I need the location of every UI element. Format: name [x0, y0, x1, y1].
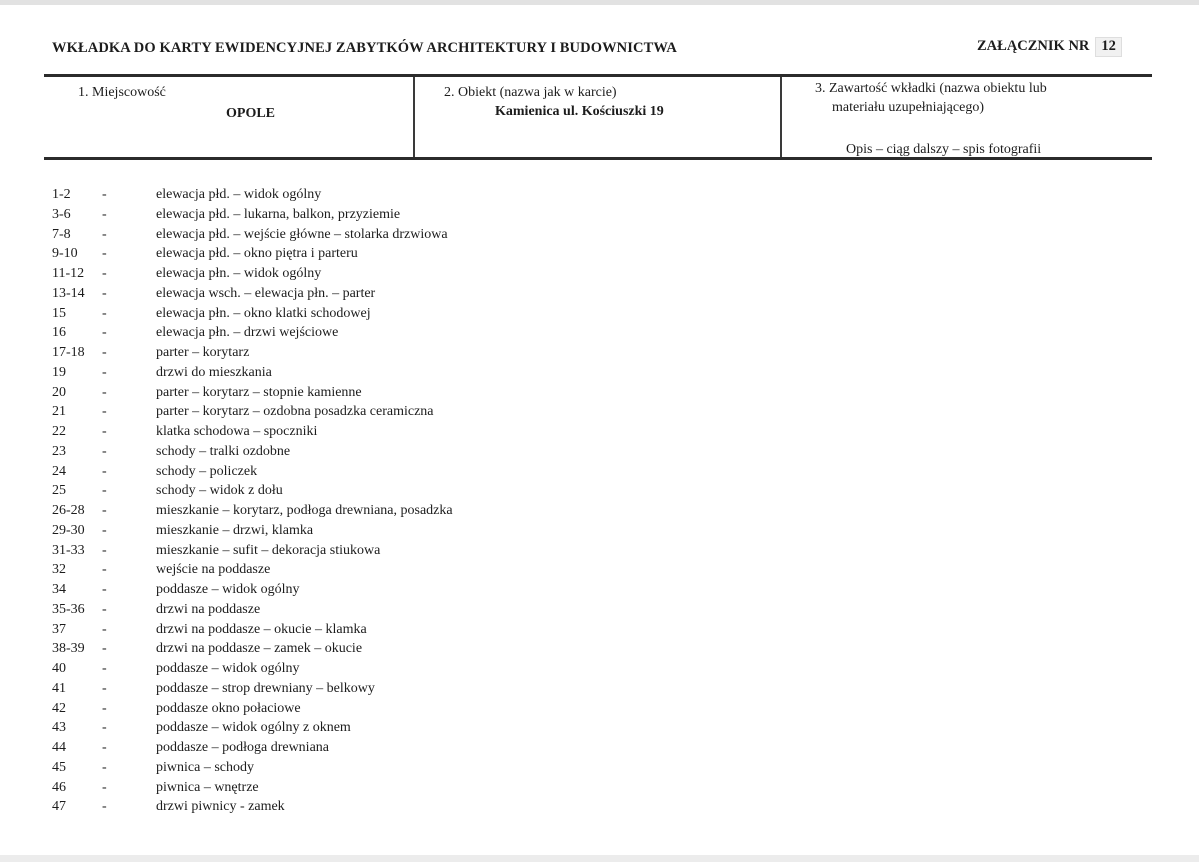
photo-description: drzwi na poddasze: [156, 601, 261, 617]
list-item: [52, 639, 453, 659]
separator-dash: -: [102, 443, 107, 459]
photo-description: mieszkanie – korytarz, podłoga drewniana, posadzka: [156, 503, 453, 518]
content-label-line2: materiału uzupełniającego): [832, 100, 984, 115]
photo-description: drzwi piwnicy - zamek: [156, 799, 285, 815]
separator-dash: -: [102, 503, 107, 518]
object-label: 2. Obiekt (nazwa jak w karcie): [444, 85, 617, 100]
list-item: [52, 738, 453, 758]
photo-range: 41: [52, 680, 66, 696]
photo-range: 20: [52, 384, 66, 400]
photo-range: 46: [52, 779, 66, 795]
separator-dash: -: [102, 542, 107, 558]
photo-description: piwnica – schody: [156, 759, 254, 775]
photo-description: schody – tralki ozdobne: [156, 443, 291, 459]
photo-description: elewacja płd. – okno piętra i parteru: [156, 246, 358, 262]
photo-range: 37: [52, 621, 66, 637]
photo-description: poddasze – strop drewniany – belkowy: [156, 680, 375, 696]
scan-edge-top: [0, 0, 1199, 5]
photo-range: 19: [52, 364, 66, 380]
list-item: [52, 600, 453, 620]
list-item: [52, 225, 453, 245]
list-item: [52, 778, 453, 798]
photo-description: schody – widok z dołu: [156, 483, 283, 499]
list-item: [52, 797, 453, 817]
separator-dash: -: [102, 799, 107, 815]
photo-description: piwnica – wnętrze: [156, 779, 259, 795]
separator-dash: -: [102, 661, 107, 676]
list-item: [52, 699, 453, 719]
content-value: Opis – ciąg dalszy – spis fotografii: [846, 142, 1042, 157]
photo-range: 38-39: [52, 641, 85, 657]
list-item: [52, 541, 453, 561]
separator-dash: -: [102, 621, 107, 637]
list-item: [52, 521, 453, 541]
photo-range: 11-12: [52, 266, 85, 281]
photo-description: mieszkanie – drzwi, klamka: [156, 522, 314, 538]
list-item: [52, 758, 453, 778]
photo-range: 26-28: [52, 503, 85, 518]
separator-dash: -: [102, 601, 107, 617]
info-table: [44, 74, 1152, 160]
separator-dash: -: [102, 404, 107, 420]
list-item: [52, 422, 453, 442]
photo-description: parter – korytarz: [156, 345, 250, 360]
list-item: [52, 679, 453, 699]
separator-dash: -: [102, 384, 107, 400]
photo-description: parter – korytarz – stopnie kamienne: [156, 384, 362, 400]
scan-edge-bottom: [0, 855, 1199, 862]
separator-dash: -: [102, 226, 107, 242]
separator-dash: -: [102, 562, 107, 578]
separator-dash: -: [102, 779, 107, 795]
list-item: [52, 442, 453, 462]
list-item: [52, 363, 453, 383]
list-item: [52, 620, 453, 640]
photo-description: drzwi na poddasze – okucie – klamka: [156, 621, 367, 637]
list-item: [52, 343, 453, 363]
photo-description: klatka schodowa – spoczniki: [156, 424, 318, 439]
content-label-line1: 3. Zawartość wkładki (nazwa obiektu lub: [815, 81, 1047, 96]
separator-dash: -: [102, 680, 107, 696]
photo-range: 1-2: [52, 187, 71, 202]
list-item: [52, 402, 453, 422]
list-item: [52, 481, 453, 501]
photo-description: poddasze – widok ogólny z oknem: [156, 720, 351, 736]
photo-description: poddasze – widok ogólny: [156, 582, 300, 597]
photo-description: poddasze okno połaciowe: [156, 700, 301, 716]
list-item: [52, 284, 453, 304]
list-item: [52, 304, 453, 324]
list-item: [52, 323, 453, 343]
separator-dash: -: [102, 364, 107, 380]
list-item: [52, 205, 453, 225]
photo-range: 22: [52, 424, 66, 439]
separator-dash: -: [102, 305, 107, 321]
photo-range: 45: [52, 759, 66, 775]
photo-description: poddasze – podłoga drewniana: [156, 740, 329, 755]
photo-range: 32: [52, 562, 66, 578]
photo-range: 21: [52, 404, 66, 420]
list-item: [52, 718, 453, 738]
separator-dash: -: [102, 206, 107, 222]
separator-dash: -: [102, 266, 107, 281]
list-item: [52, 264, 453, 284]
photo-range: 47: [52, 799, 66, 815]
photo-range: 24: [52, 463, 66, 479]
photo-range: 9-10: [52, 246, 78, 262]
column-divider: [413, 77, 415, 157]
photo-description: schody – policzek: [156, 463, 258, 479]
photo-description: parter – korytarz – ozdobna posadzka ceramiczna: [156, 404, 434, 420]
photo-description: elewacja płd. – wejście główne – stolarka drzwiowa: [156, 226, 448, 242]
separator-dash: -: [102, 463, 107, 479]
photo-range: 17-18: [52, 345, 85, 360]
photo-range: 3-6: [52, 206, 71, 222]
list-item: [52, 560, 453, 580]
separator-dash: -: [102, 759, 107, 775]
separator-dash: -: [102, 740, 107, 755]
separator-dash: -: [102, 246, 107, 262]
separator-dash: -: [102, 187, 107, 202]
separator-dash: -: [102, 700, 107, 716]
photo-range: 34: [52, 582, 66, 597]
photo-range: 25: [52, 483, 66, 499]
separator-dash: -: [102, 720, 107, 736]
photo-range: 35-36: [52, 601, 85, 617]
separator-dash: -: [102, 345, 107, 360]
document-title: WKŁADKA DO KARTY EWIDENCYJNEJ ZABYTKÓW ARCHITEKTURY I BUDOWNICTWA: [52, 40, 677, 56]
photo-range: 29-30: [52, 522, 85, 538]
separator-dash: -: [102, 582, 107, 597]
separator-dash: -: [102, 424, 107, 439]
photo-description: elewacja płn. – drzwi wejściowe: [156, 325, 339, 341]
photo-description: poddasze – widok ogólny: [156, 661, 300, 676]
list-item: [52, 244, 453, 264]
list-item: [52, 501, 453, 521]
list-item: [52, 185, 453, 205]
photo-range: 16: [52, 325, 66, 341]
photo-description: elewacja wsch. – elewacja płn. – parter: [156, 285, 376, 301]
photo-description: drzwi do mieszkania: [156, 364, 272, 380]
separator-dash: -: [102, 641, 107, 657]
list-item: [52, 580, 453, 600]
column-divider: [780, 77, 782, 157]
separator-dash: -: [102, 285, 107, 301]
photo-range: 40: [52, 661, 66, 676]
photo-range: 23: [52, 443, 66, 459]
photo-description: elewacja płn. – widok ogólny: [156, 266, 322, 281]
photo-range: 42: [52, 700, 66, 716]
separator-dash: -: [102, 325, 107, 341]
photo-description: mieszkanie – sufit – dekoracja stiukowa: [156, 542, 381, 558]
locality-label: 1. Miejscowość: [78, 85, 166, 100]
annex-label: ZAŁĄCZNIK NR: [977, 38, 1090, 54]
photo-description: wejście na poddasze: [156, 562, 271, 578]
list-item: [52, 383, 453, 403]
list-item: [52, 462, 453, 482]
annex-number-value: 12: [1095, 37, 1122, 57]
photo-range: 43: [52, 720, 66, 736]
photo-range: 31-33: [52, 542, 85, 558]
photo-range: 13-14: [52, 285, 85, 301]
annex-number: [977, 37, 1122, 57]
photo-range: 15: [52, 305, 66, 321]
list-item: [52, 659, 453, 679]
photo-description: elewacja płd. – widok ogólny: [156, 187, 322, 202]
photo-list: [52, 185, 453, 817]
object-value: Kamienica ul. Kościuszki 19: [495, 104, 664, 119]
photo-range: 7-8: [52, 226, 71, 242]
photo-description: drzwi na poddasze – zamek – okucie: [156, 641, 363, 657]
photo-description: elewacja płd. – lukarna, balkon, przyziemie: [156, 206, 401, 222]
separator-dash: -: [102, 483, 107, 499]
photo-range: 44: [52, 740, 66, 755]
separator-dash: -: [102, 522, 107, 538]
locality-value: OPOLE: [226, 106, 276, 121]
photo-description: elewacja płn. – okno klatki schodowej: [156, 305, 371, 321]
